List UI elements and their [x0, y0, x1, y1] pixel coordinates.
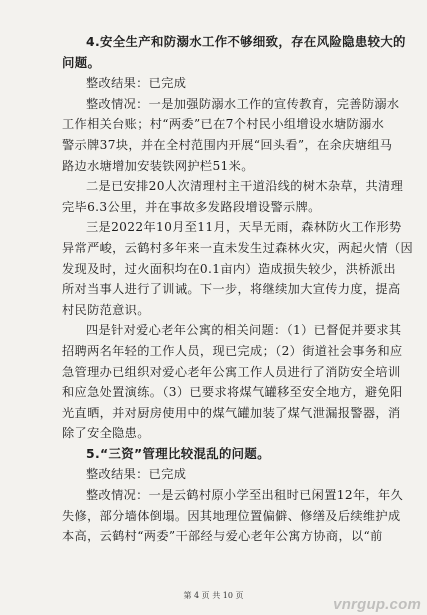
body-text-line: 二是已安排20人次清理村主干道沿线的树木杂草，共清理 [86, 179, 404, 194]
body-text-line: 四是针对爱心老年公寓的相关问题：（1）已督促并要求其 [86, 323, 402, 338]
body-text-line: 异常严峻，云鹤村多年来一直未发生过森林火灾，两起火情（因 [62, 240, 414, 255]
document-body [62, 32, 414, 547]
body-text-line: 完毕6.3公里，并在事故多发路段增设警示牌。 [62, 199, 321, 214]
page-footer: 第 4 页 共 10 页 [183, 591, 244, 600]
body-text-line: 失修，部分墙体倒塌。因其地理位置偏僻、修缮及后续维护成 [62, 508, 401, 523]
body-text-line: 整改结果：已完成 [86, 76, 187, 91]
section-heading-line: 问题。 [62, 54, 101, 70]
body-text-line: 发现及时，过火面积均在0.1亩内）造成损失较少，洪桥派出 [62, 261, 396, 276]
body-text-line: 村民防范意识。 [62, 302, 150, 317]
body-text-line: 路边水塘增加安装铁网护栏51米。 [62, 158, 254, 173]
body-text-line: 光直晒，并对厨房使用中的煤气罐加装了煤气泄漏报警器，消 [62, 405, 401, 420]
body-text-line: 招聘两名年轻的工作人员，现已完成；（2）街道社会事务和应 [62, 343, 403, 358]
section-heading-line: 5.“三资”管理比较混乱的问题。 [86, 445, 270, 461]
body-text-line: 急管理办已组织对爱心老年公寓工作人员进行了消防安全培训 [62, 364, 401, 379]
body-text-line: 本高，云鹤村“两委”干部经与爱心老年公寓方协商，以“前 [62, 529, 383, 544]
body-text-line: 整改结果：已完成 [86, 467, 187, 482]
section-heading-line: 4.安全生产和防溺水工作不够细致，存在风险隐患较大的 [86, 34, 406, 49]
watermark: vnrgup.com [333, 596, 421, 613]
body-text-line: 所对当事人进行了训诫。下一步，将继续加大宣传力度，提高 [62, 282, 401, 297]
body-text-line: 警示牌37块，并在全村范围内开展“回头看”，在余庆塘组马 [62, 137, 393, 152]
body-text-line: 整改情况：一是云鹤村原小学至出租时已闲置12年，年久 [86, 488, 404, 503]
body-text-line: 整改情况：一是加强防溺水工作的宣传教育，完善防溺水 [86, 96, 400, 111]
body-text-line: 除了安全隐患。 [62, 426, 150, 441]
body-text-line: 工作相关台账；村“两委”已在7个村民小组增设水塘防溺水 [62, 117, 385, 132]
body-text-line: 和应急处置演练。（3）已要求将煤气罐移至安全地方，避免阳 [62, 385, 403, 400]
body-text-line: 三是2022年10月至11月，天旱无雨，森林防火工作形势 [86, 220, 402, 235]
